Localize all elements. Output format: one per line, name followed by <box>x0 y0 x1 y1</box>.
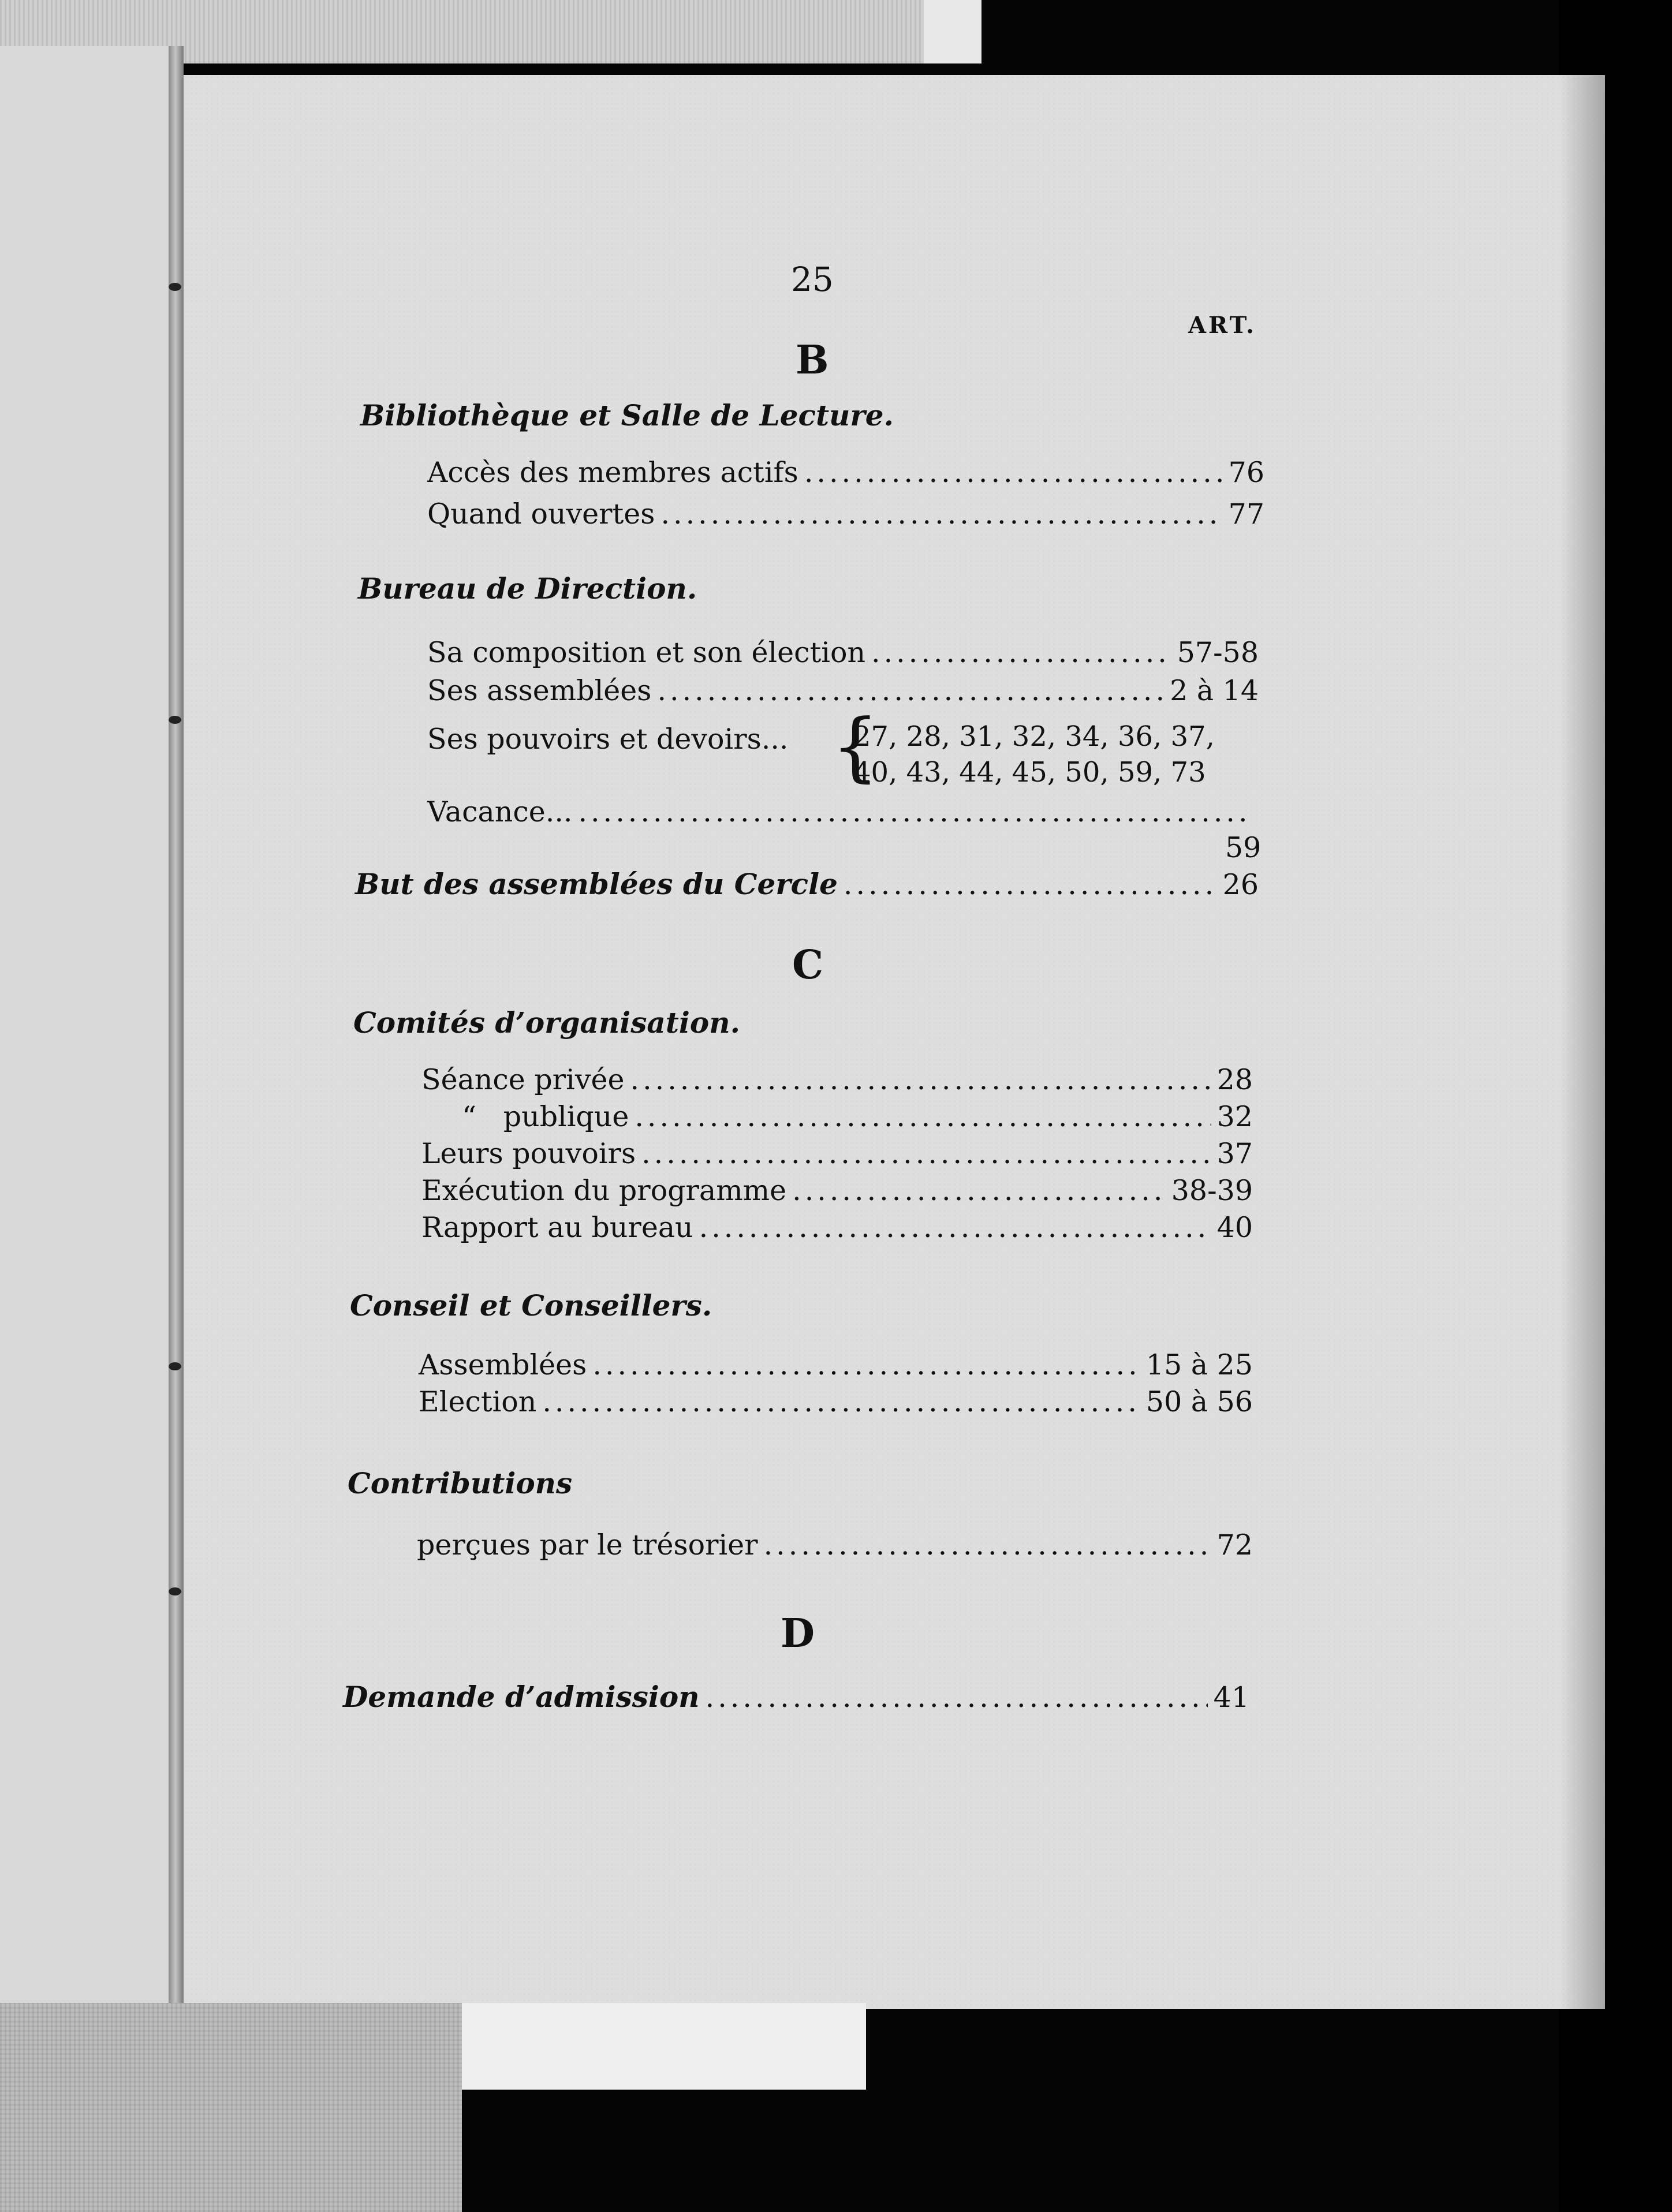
column-header-art: ART. <box>1188 312 1257 339</box>
entry-label-pouvoirs: Ses pouvoirs et devoirs... <box>427 723 789 756</box>
entry-ref: 76 <box>1228 456 1264 489</box>
entry-ref: 50 à 56 <box>1145 1385 1253 1418</box>
dot-leader <box>641 1137 1211 1170</box>
section-letter-b: B <box>796 337 829 383</box>
entry-ref: 2 à 14 <box>1170 674 1259 707</box>
entry-label: Sa composition et son élection <box>427 636 866 669</box>
index-entry <box>427 795 1259 828</box>
entry-ref: 37 <box>1216 1137 1253 1170</box>
facing-page-left <box>0 46 173 2009</box>
page-edge-shadow <box>1559 75 1605 2009</box>
index-entry <box>462 1100 1253 1133</box>
dot-leader <box>699 1211 1211 1244</box>
dot-leader <box>657 674 1164 707</box>
book-spine <box>169 46 184 2009</box>
dot-leader <box>635 1100 1211 1133</box>
entry-label: But des assemblées du Cercle <box>355 867 838 901</box>
entry-refs-line-1: 27, 28, 31, 32, 34, 36, 37, <box>853 720 1215 753</box>
index-entry <box>419 1348 1253 1381</box>
dot-leader <box>660 498 1222 530</box>
stitch-mark <box>169 1587 181 1596</box>
paper-strip-top <box>924 0 981 63</box>
entry-ref: 32 <box>1216 1100 1253 1133</box>
entry-ref: 15 à 25 <box>1145 1348 1253 1381</box>
entry-ref: 26 <box>1222 868 1259 901</box>
brace: { <box>831 703 879 790</box>
category-bureau: Bureau de Direction. <box>358 571 697 606</box>
index-entry <box>419 1385 1253 1418</box>
index-entry <box>421 1063 1253 1096</box>
index-entry <box>427 456 1264 489</box>
category-conseil: Conseil et Conseillers. <box>350 1288 712 1322</box>
stitch-mark <box>169 716 181 724</box>
entry-label: Quand ouvertes <box>427 498 655 530</box>
stitch-mark <box>169 1362 181 1370</box>
dot-leader <box>764 1529 1211 1561</box>
entry-label: Ses assemblées <box>427 674 652 707</box>
dot-leader <box>792 1174 1166 1207</box>
entry-label: perçues par le trésorier <box>417 1529 758 1561</box>
entry-label: Demande d’admission <box>343 1680 700 1714</box>
dot-leader <box>630 1063 1211 1096</box>
entry-ref: 72 <box>1216 1529 1253 1561</box>
category-contributions: Contributions <box>348 1466 573 1500</box>
entry-label: Assemblées <box>419 1348 587 1381</box>
dot-leader <box>578 795 1253 828</box>
entry-ref: 41 <box>1213 1681 1249 1714</box>
entry-ref: 28 <box>1216 1063 1253 1096</box>
index-entry <box>417 1529 1253 1561</box>
index-entry <box>427 498 1264 530</box>
entry-label: Accès des membres actifs <box>427 456 798 489</box>
index-page <box>173 75 1605 2009</box>
entry-label: Rapport au bureau <box>421 1211 693 1244</box>
dot-leader <box>706 1681 1208 1714</box>
index-entry <box>427 636 1259 669</box>
entry-ref: 59 <box>1225 831 1262 864</box>
index-entry-but <box>355 867 1259 901</box>
entry-ref: 38-39 <box>1171 1174 1253 1207</box>
entry-label: Séance privée <box>421 1063 625 1096</box>
paper-strip-bottom <box>462 2003 866 2090</box>
entry-refs-line-2: 40, 43, 44, 45, 50, 59, 73 <box>853 756 1206 789</box>
cloth-binding-bottom <box>0 2003 462 2212</box>
category-bibliotheque: Bibliothèque et Salle de Lecture. <box>360 398 894 432</box>
entry-label: Vacance... <box>427 795 573 828</box>
entry-ref: 57-58 <box>1177 636 1259 669</box>
dot-leader <box>592 1348 1140 1381</box>
dot-leader <box>871 636 1171 669</box>
page-number: 25 <box>791 260 834 299</box>
index-entry <box>421 1174 1253 1207</box>
section-letter-c: C <box>792 942 824 988</box>
entry-ref: 77 <box>1228 498 1264 530</box>
entry-label: Exécution du programme <box>421 1174 787 1207</box>
index-entry-demande <box>343 1680 1249 1714</box>
entry-label: Leurs pouvoirs <box>421 1137 636 1170</box>
stitch-mark <box>169 283 181 291</box>
dot-leader <box>804 456 1223 489</box>
section-letter-d: D <box>781 1611 815 1657</box>
index-entry <box>421 1211 1253 1244</box>
category-comites: Comités d’organisation. <box>353 1006 741 1040</box>
dot-leader <box>844 868 1217 901</box>
entry-label: Election <box>419 1385 537 1418</box>
entry-ref: 40 <box>1216 1211 1253 1244</box>
index-entry <box>421 1137 1253 1170</box>
dot-leader <box>542 1385 1140 1418</box>
entry-label: “ publique <box>462 1100 629 1133</box>
